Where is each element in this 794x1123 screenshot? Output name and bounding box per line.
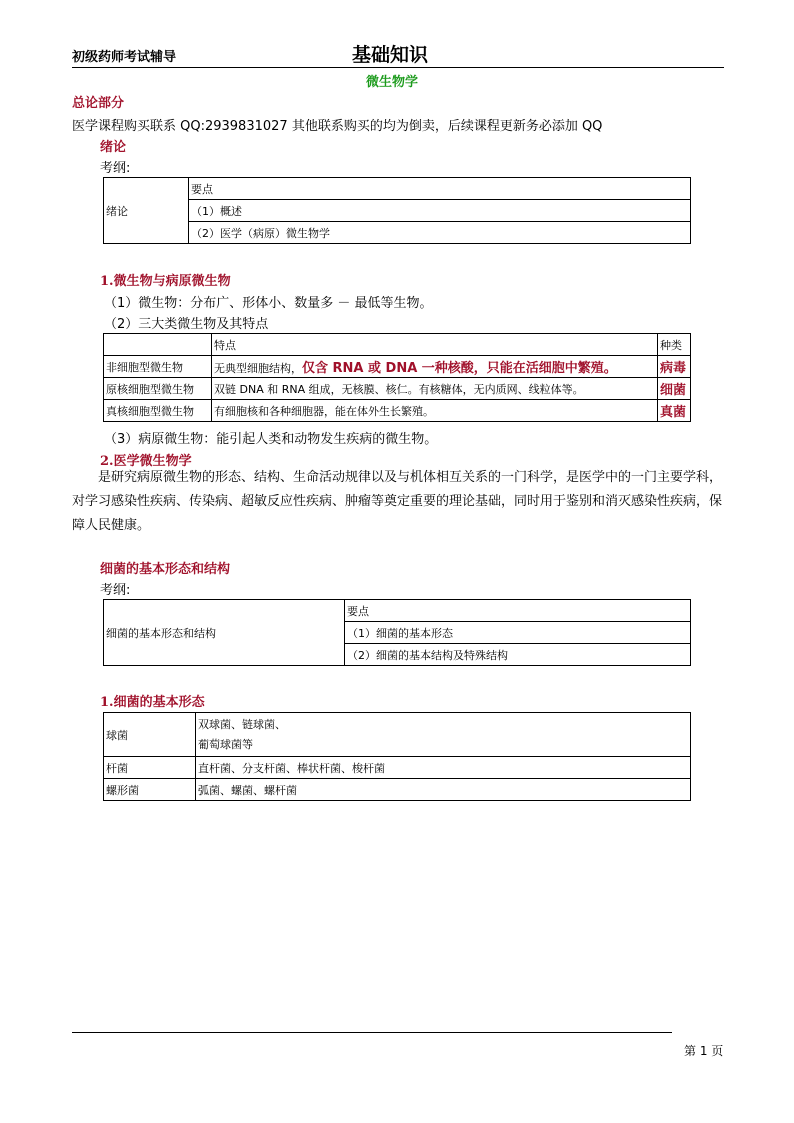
bacteria-outline-label: 考纲:	[100, 583, 131, 598]
bacteria-table-row: （2）细菌的基本结构及特殊结构	[345, 644, 691, 666]
intro-table-header: 要点	[189, 178, 691, 200]
feature-plain-text: 无典型细胞结构，	[214, 362, 302, 375]
shape-row-desc	[196, 713, 691, 757]
section-subtitle: 微生物学	[366, 75, 419, 90]
microbe-row-feature	[212, 356, 658, 378]
intro-heading: 绪论	[100, 140, 127, 155]
microbe-row-feature: 有细胞核和各种细胞器，能在体外生长繁殖。	[212, 400, 658, 422]
microbe-types-table	[103, 333, 691, 422]
microbe-row-name: 非细胞型微生物	[104, 356, 212, 378]
shape-row-name: 球菌	[104, 713, 196, 757]
microbe-table-blank-head	[104, 334, 212, 356]
page-number: 第 1 页	[684, 1044, 724, 1058]
header-left-title: 初级药师考试辅导	[72, 50, 177, 65]
bacteria-table-row: （1）细菌的基本形态	[345, 622, 691, 644]
microbe-row-feature: 双链 DNA 和 RNA 组成，无核膜、核仁。有核糖体，无内质网、线粒体等。	[212, 378, 658, 400]
intro-outline-table	[103, 177, 691, 244]
shape-row-desc: 直杆菌、分支杆菌、棒状杆菌、梭杆菌	[196, 757, 691, 779]
general-heading: 总论部分	[72, 96, 125, 111]
shapes-heading: 1.细菌的基本形态	[100, 695, 205, 710]
intro-outline-label: 考纲:	[100, 161, 131, 176]
microbe-row-name: 原核细胞型微生物	[104, 378, 212, 400]
bacteria-shapes-table	[103, 712, 691, 801]
section1-heading: 1.微生物与病原微生物	[100, 274, 231, 289]
section1-line1: （1）微生物：分布广、形体小、数量多 － 最低等生物。	[104, 296, 433, 311]
section1-line3: （3）病原微生物：能引起人类和动物发生疾病的微生物。	[104, 432, 438, 447]
shape-desc-line: 葡萄球菌等	[198, 737, 253, 751]
microbe-table-head-type: 种类	[658, 334, 691, 356]
intro-table-left: 绪论	[104, 178, 189, 244]
microbe-row-type: 细菌	[658, 378, 691, 400]
microbe-table-head-feature: 特点	[212, 334, 658, 356]
shape-row-desc: 弧菌、螺菌、螺杆菌	[196, 779, 691, 801]
header-center-title: 基础知识	[352, 44, 429, 66]
intro-table-row: （1）概述	[189, 200, 691, 222]
feature-emphasis-text: 仅含 RNA 或 DNA 一种核酸，只能在活细胞中繁殖。	[302, 361, 617, 376]
bacteria-table-left: 细菌的基本形态和结构	[104, 600, 345, 666]
intro-table-row: （2）医学（病原）微生物学	[189, 222, 691, 244]
bacteria-outline-table	[103, 599, 691, 666]
section1-line2: （2）三大类微生物及其特点	[104, 317, 269, 332]
microbe-row-type: 病毒	[658, 356, 691, 378]
shape-row-name: 杆菌	[104, 757, 196, 779]
bacteria-heading: 细菌的基本形态和结构	[100, 562, 231, 577]
shape-row-name: 螺形菌	[104, 779, 196, 801]
bacteria-table-header: 要点	[345, 600, 691, 622]
section2-paragraph: 是研究病原微生物的形态、结构、生命活动规律以及与机体相互关系的一门科学，是医学中的一门主要学科，对学习感染性疾病、传染病、超敏反应性疾病、肿瘤等奠定重要的理论基础，同时用于鉴别和消灭感染性疾病，保障人民健康。	[72, 470, 723, 533]
notice-text: 医学课程购买联系 QQ:2939831027 其他联系购买的均为倒卖，后续课程更新务必添加 QQ	[72, 119, 603, 134]
microbe-row-type: 真菌	[658, 400, 691, 422]
section2-heading: 2.医学微生物学	[100, 454, 192, 469]
shape-desc-line: 双球菌、链球菌、	[198, 717, 286, 731]
footer-divider	[72, 1032, 672, 1033]
microbe-row-name: 真核细胞型微生物	[104, 400, 212, 422]
header-divider	[72, 67, 724, 68]
